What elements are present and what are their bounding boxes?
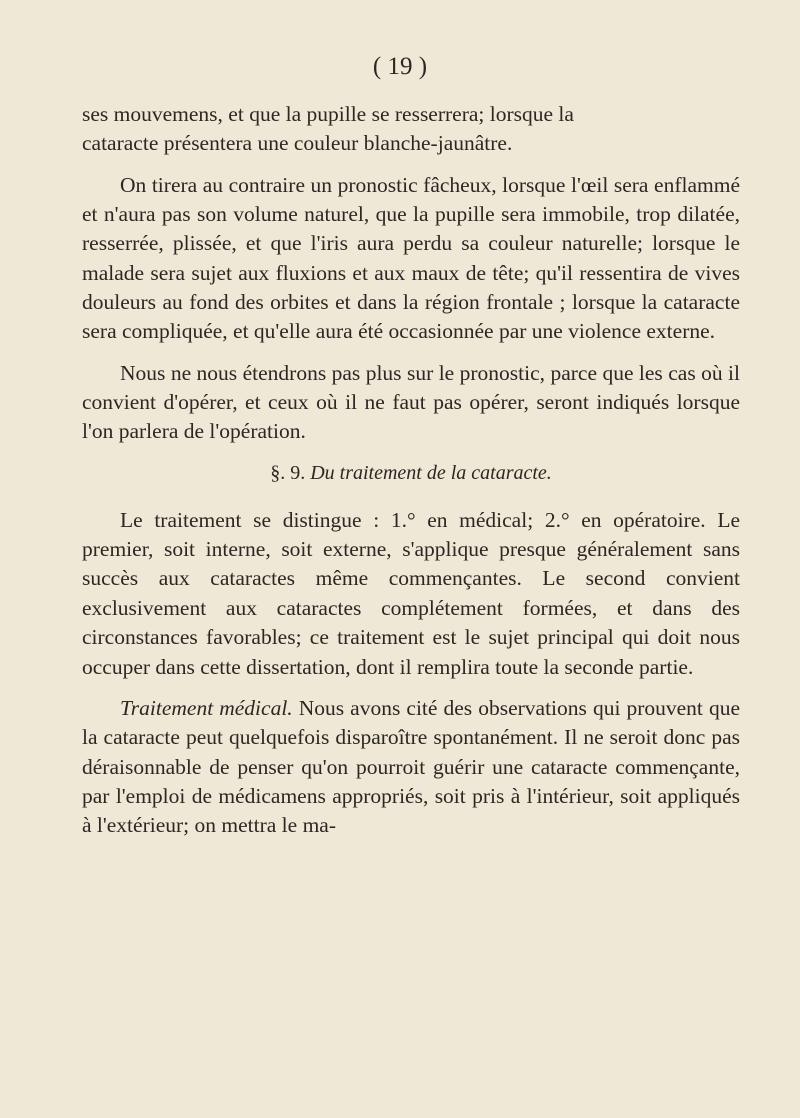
- page-text: [82, 100, 740, 841]
- paragraph-1-line-2: cataracte présentera une couleur blanche-jaunâtre.: [82, 131, 513, 156]
- paragraph-2: On tirera au contraire un pronostic fâcheux, lorsque l'œil sera enflammé et n'aura pas son volume naturel, que la pupille sera immobile, trop dilatée, resserrée, plissée, et que l'iris aura perdu sa couleur naturelle; lorsque le malade sera sujet aux fluxions et aux maux de tête; qu'il ressentira de vives douleurs au fond des orbites et dans la région frontale ; lorsque la cataracte sera compliquée, et qu'elle aura été occasionnée par une violence externe.: [82, 172, 740, 344]
- paragraph-1-line-1: ses mouvemens, et que la pupille se resserrera; lorsque la: [82, 102, 574, 126]
- page-number: ( 19 ): [372, 53, 428, 80]
- paragraph-5-lead: Traitement médical.: [120, 695, 293, 720]
- paragraph-4: Le traitement se distingue : 1.° en médical; 2.° en opératoire. Le premier, soit interne, soit externe, s'applique presque généralement sans succès aux cataractes même commençantes. Le second convient exclusivement aux cataractes complétement formées, et dans des circonstances favorables; ce traitement est le sujet principal qui doit nous occuper dans cette dissertation, dont il remplira toute la seconde partie.: [82, 507, 740, 679]
- paragraph-3: Nous ne nous étendrons pas plus sur le pronostic, parce que les cas où il convient d'opérer, et ceux où il ne faut pas opérer, seront indiqués lorsque l'on parlera de l'opération.: [82, 360, 740, 444]
- paragraph-5: [82, 694, 740, 841]
- section-title: Du traitement de la cataracte.: [310, 461, 552, 484]
- section-number: §. 9.: [270, 461, 306, 484]
- section-heading: [82, 459, 740, 488]
- paragraph-5-text: Nous avons cité des observations qui prouvent que la cataracte peut quelquefois disparoître spontanément. Il ne seroit donc pas déraisonnable de penser qu'on pourroit guérir une cataracte commençante, par l'emploi de médicamens appropriés, soit pris à l'intérieur, soit appliqués à l'extérieur; on mettra le ma-: [82, 695, 740, 838]
- paragraph-1: [82, 100, 740, 159]
